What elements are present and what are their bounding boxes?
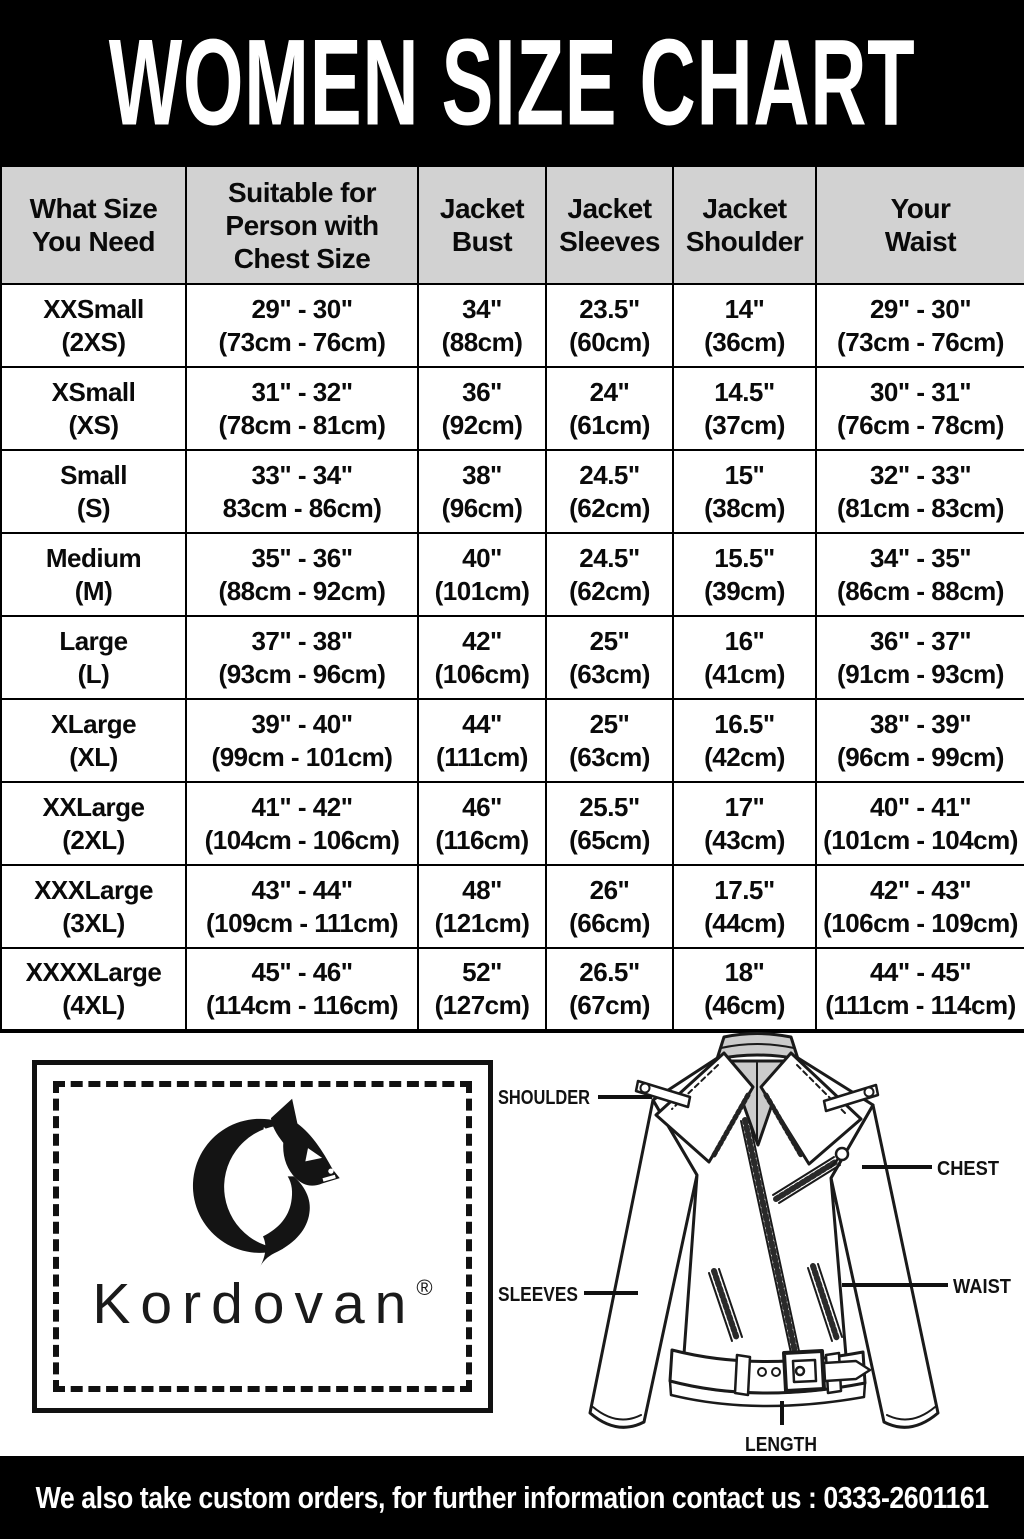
shoulder-label: SHOULDER <box>498 1087 591 1109</box>
header-chest-size: Suitable for Person with Chest Size <box>186 166 418 284</box>
footer-bar <box>0 1456 1024 1539</box>
cell-size: XXSmall (2XS) <box>1 284 186 367</box>
cell-shoulder: 17" (43cm) <box>673 782 816 865</box>
cell-bust: 34" (88cm) <box>418 284 546 367</box>
cell-chest: 39" - 40" (99cm - 101cm) <box>186 699 418 782</box>
cell-size: XSmall (XS) <box>1 367 186 450</box>
length-label: LENGTH <box>745 1434 817 1456</box>
cell-shoulder: 14.5" (37cm) <box>673 367 816 450</box>
cell-waist: 40" - 41" (101cm - 104cm) <box>816 782 1024 865</box>
cell-chest: 37" - 38" (93cm - 96cm) <box>186 616 418 699</box>
cell-bust: 36" (92cm) <box>418 367 546 450</box>
cell-size: Medium (M) <box>1 533 186 616</box>
cell-sleeves: 24" (61cm) <box>546 367 673 450</box>
cell-sleeves: 25" (63cm) <box>546 616 673 699</box>
cell-size: Large (L) <box>1 616 186 699</box>
chest-label: CHEST <box>937 1158 999 1180</box>
brand-logo-box <box>32 1060 493 1413</box>
bottom-section <box>0 1033 1024 1456</box>
table-row-2xs <box>1 284 1024 367</box>
table-row-4xl <box>1 948 1024 1031</box>
cell-sleeves: 25" (63cm) <box>546 699 673 782</box>
cell-sleeves: 24.5" (62cm) <box>546 450 673 533</box>
cell-size: XXXLarge (3XL) <box>1 865 186 948</box>
header-row <box>1 166 1024 284</box>
cell-waist: 32" - 33" (81cm - 83cm) <box>816 450 1024 533</box>
cell-shoulder: 14" (36cm) <box>673 284 816 367</box>
cell-sleeves: 23.5" (60cm) <box>546 284 673 367</box>
cell-bust: 46" (116cm) <box>418 782 546 865</box>
cell-waist: 30" - 31" (76cm - 78cm) <box>816 367 1024 450</box>
cell-shoulder: 15" (38cm) <box>673 450 816 533</box>
cell-bust: 48" (121cm) <box>418 865 546 948</box>
cell-waist: 44" - 45" (111cm - 114cm) <box>816 948 1024 1031</box>
cell-waist: 42" - 43" (106cm - 109cm) <box>816 865 1024 948</box>
cell-chest: 43" - 44" (109cm - 111cm) <box>186 865 418 948</box>
cell-waist: 38" - 39" (96cm - 99cm) <box>816 699 1024 782</box>
title-banner <box>0 0 1024 165</box>
cell-chest: 35" - 36" (88cm - 92cm) <box>186 533 418 616</box>
cell-sleeves: 26" (66cm) <box>546 865 673 948</box>
cell-chest: 41" - 42" (104cm - 106cm) <box>186 782 418 865</box>
cell-size: XLarge (XL) <box>1 699 186 782</box>
header-jacket-sleeves: Jacket Sleeves <box>546 166 673 284</box>
jacket-diagram <box>490 1023 1024 1466</box>
registered-mark: ® <box>416 1275 433 1300</box>
header-jacket-bust: Jacket Bust <box>418 166 546 284</box>
table-row-s <box>1 450 1024 533</box>
footer-contact-text: We also take custom orders, for further information contact us : 0333-2601161 <box>35 1479 989 1515</box>
cell-bust: 38" (96cm) <box>418 450 546 533</box>
cell-size: Small (S) <box>1 450 186 533</box>
header-size: What Size You Need <box>1 166 186 284</box>
cell-sleeves: 24.5" (62cm) <box>546 533 673 616</box>
horse-head-icon <box>179 1097 347 1269</box>
table-row-l <box>1 616 1024 699</box>
sleeves-label: SLEEVES <box>498 1284 578 1306</box>
table-row-2xl <box>1 782 1024 865</box>
cell-shoulder: 18" (46cm) <box>673 948 816 1031</box>
cell-shoulder: 17.5" (44cm) <box>673 865 816 948</box>
cell-waist: 36" - 37" (91cm - 93cm) <box>816 616 1024 699</box>
table-row-m <box>1 533 1024 616</box>
table-row-3xl <box>1 865 1024 948</box>
cell-chest: 45" - 46" (114cm - 116cm) <box>186 948 418 1031</box>
cell-chest: 31" - 32" (78cm - 81cm) <box>186 367 418 450</box>
cell-shoulder: 16.5" (42cm) <box>673 699 816 782</box>
waist-label: WAIST <box>953 1276 1011 1298</box>
cell-bust: 52" (127cm) <box>418 948 546 1031</box>
cell-waist: 34" - 35" (86cm - 88cm) <box>816 533 1024 616</box>
table-row-xl <box>1 699 1024 782</box>
cell-bust: 42" (106cm) <box>418 616 546 699</box>
cell-waist: 29" - 30" (73cm - 76cm) <box>816 284 1024 367</box>
size-table <box>0 165 1024 1033</box>
cell-bust: 44" (111cm) <box>418 699 546 782</box>
logo-dashed-frame <box>53 1081 472 1392</box>
cell-size: XXXXLarge (4XL) <box>1 948 186 1031</box>
cell-chest: 33" - 34" 83cm - 86cm) <box>186 450 418 533</box>
cell-shoulder: 16" (41cm) <box>673 616 816 699</box>
brand-name <box>92 1271 432 1337</box>
cell-chest: 29" - 30" (73cm - 76cm) <box>186 284 418 367</box>
cell-shoulder: 15.5" (39cm) <box>673 533 816 616</box>
cell-sleeves: 26.5" (67cm) <box>546 948 673 1031</box>
cell-bust: 40" (101cm) <box>418 533 546 616</box>
cell-sleeves: 25.5" (65cm) <box>546 782 673 865</box>
cell-size: XXLarge (2XL) <box>1 782 186 865</box>
header-your-waist: Your Waist <box>816 166 1024 284</box>
brand-text: Kordovan <box>92 1272 417 1336</box>
page-title: WOMEN SIZE CHART <box>108 13 916 152</box>
header-jacket-shoulder: Jacket Shoulder <box>673 166 816 284</box>
table-row-xs <box>1 367 1024 450</box>
